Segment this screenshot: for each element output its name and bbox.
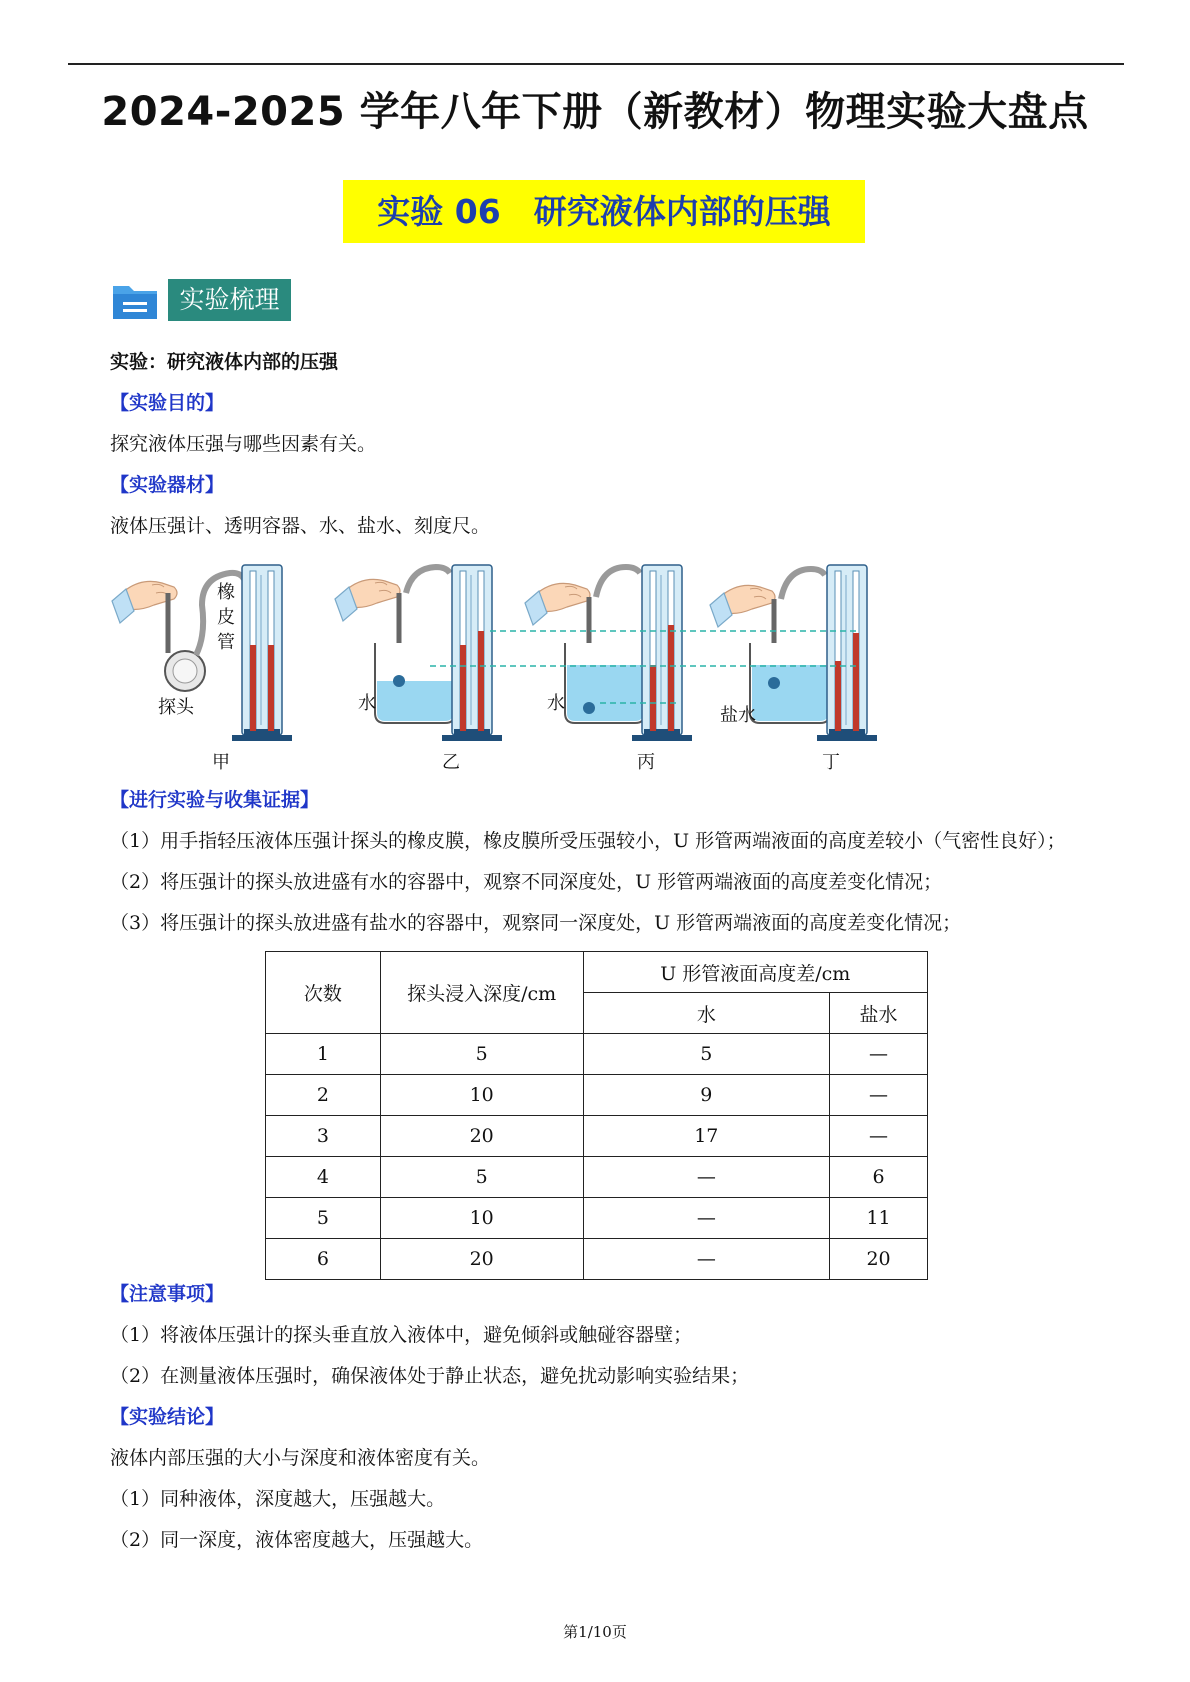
conclusion-2: （2）同一深度，液体密度越大，压强越大。 [110, 1529, 484, 1551]
table-cell: 20 [380, 1239, 583, 1280]
table-cell: — [583, 1157, 830, 1198]
rubber-tube-label-2: 皮 [217, 607, 235, 628]
table-row [266, 1116, 928, 1157]
panel-b-apparatus [335, 565, 502, 773]
materials-text: 液体压强计、透明容器、水、盐水、刻度尺。 [110, 515, 491, 537]
table-cell: — [583, 1198, 830, 1239]
header-rule [68, 63, 1124, 65]
table-cell: — [830, 1075, 928, 1116]
table-cell: 6 [266, 1239, 381, 1280]
table-cell: 20 [830, 1239, 928, 1280]
table-cell: 6 [830, 1157, 928, 1198]
header-salt: 盐水 [830, 993, 928, 1034]
table-cell: 5 [380, 1034, 583, 1075]
table-cell: 10 [380, 1075, 583, 1116]
panel-c-label: 丙 [637, 752, 655, 773]
rubber-tube-label-3: 管 [217, 632, 235, 653]
header-count: 次数 [266, 952, 381, 1034]
table-row [266, 1075, 928, 1116]
water-label-c: 水 [547, 693, 565, 714]
rubber-tube-label-1: 橡 [217, 582, 235, 603]
note-1: （1）将液体压强计的探头垂直放入液体中，避免倾斜或触碰容器壁； [110, 1324, 693, 1346]
table-cell: 1 [266, 1034, 381, 1075]
table-cell: — [830, 1116, 928, 1157]
table-cell: 10 [380, 1198, 583, 1239]
table-row [266, 1034, 928, 1075]
panel-b-label: 乙 [442, 752, 460, 773]
table-cell: — [583, 1239, 830, 1280]
purpose-heading: 【实验目的】 [110, 392, 225, 414]
table-cell: 11 [830, 1198, 928, 1239]
note-2: （2）在测量液体压强时，确保液体处于静止状态，避免扰动影响实验结果； [110, 1365, 750, 1387]
conclusion-1: （1）同种液体，深度越大，压强越大。 [110, 1488, 446, 1510]
header-height-diff: U 形管液面高度差/cm [583, 952, 927, 993]
notes-heading: 【注意事项】 [110, 1283, 225, 1305]
salt-water-label: 盐水 [720, 705, 756, 726]
experiment-title: 实验：研究液体内部的压强 [110, 351, 339, 373]
apparatus-figure [100, 553, 910, 775]
header-depth: 探头浸入深度/cm [380, 952, 583, 1034]
table-cell: 5 [380, 1157, 583, 1198]
page-number: 第1/10页 [563, 1623, 627, 1641]
table-cell: 2 [266, 1075, 381, 1116]
probe-label: 探头 [158, 697, 194, 718]
panel-a-apparatus [112, 565, 292, 773]
table-cell: 20 [380, 1116, 583, 1157]
header-water: 水 [583, 993, 830, 1034]
materials-heading: 【实验器材】 [110, 474, 225, 496]
panel-a-label: 甲 [212, 752, 230, 773]
procedure-step-2: （2）将压强计的探头放进盛有水的容器中，观察不同深度处，U 形管两端液面的高度差变化情况； [110, 871, 943, 893]
table-cell: 3 [266, 1116, 381, 1157]
table-row [266, 1157, 928, 1198]
experiment-subtitle: 实验 06 研究液体内部的压强 [343, 180, 865, 243]
panel-d-apparatus [710, 565, 877, 773]
table-cell: 5 [266, 1198, 381, 1239]
table-row [266, 1198, 928, 1239]
table-cell: 5 [583, 1034, 830, 1075]
table-cell: — [830, 1034, 928, 1075]
purpose-text: 探究液体压强与哪些因素有关。 [110, 433, 377, 455]
data-table [265, 951, 928, 1280]
table-row [266, 1239, 928, 1280]
water-label-b: 水 [358, 693, 376, 714]
panel-c-apparatus [525, 565, 692, 773]
procedure-heading: 【进行实验与收集证据】 [110, 789, 320, 811]
section-badge: 实验梳理 [168, 279, 291, 321]
table-cell: 4 [266, 1157, 381, 1198]
panel-d-label: 丁 [822, 752, 840, 773]
folder-icon [111, 280, 159, 322]
conclusion-heading: 【实验结论】 [110, 1406, 225, 1428]
procedure-step-3: （3）将压强计的探头放进盛有盐水的容器中，观察同一深度处，U 形管两端液面的高度差变化情况； [110, 912, 962, 934]
table-cell: 9 [583, 1075, 830, 1116]
procedure-step-1: （1）用手指轻压液体压强计探头的橡皮膜，橡皮膜所受压强较小，U 形管两端液面的高度差较小（气密性良好）； [110, 830, 1066, 852]
conclusion-text: 液体内部压强的大小与深度和液体密度有关。 [110, 1447, 491, 1469]
page-title: 2024-2025 学年八年下册（新教材）物理实验大盘点 [101, 89, 1089, 135]
table-cell: 17 [583, 1116, 830, 1157]
